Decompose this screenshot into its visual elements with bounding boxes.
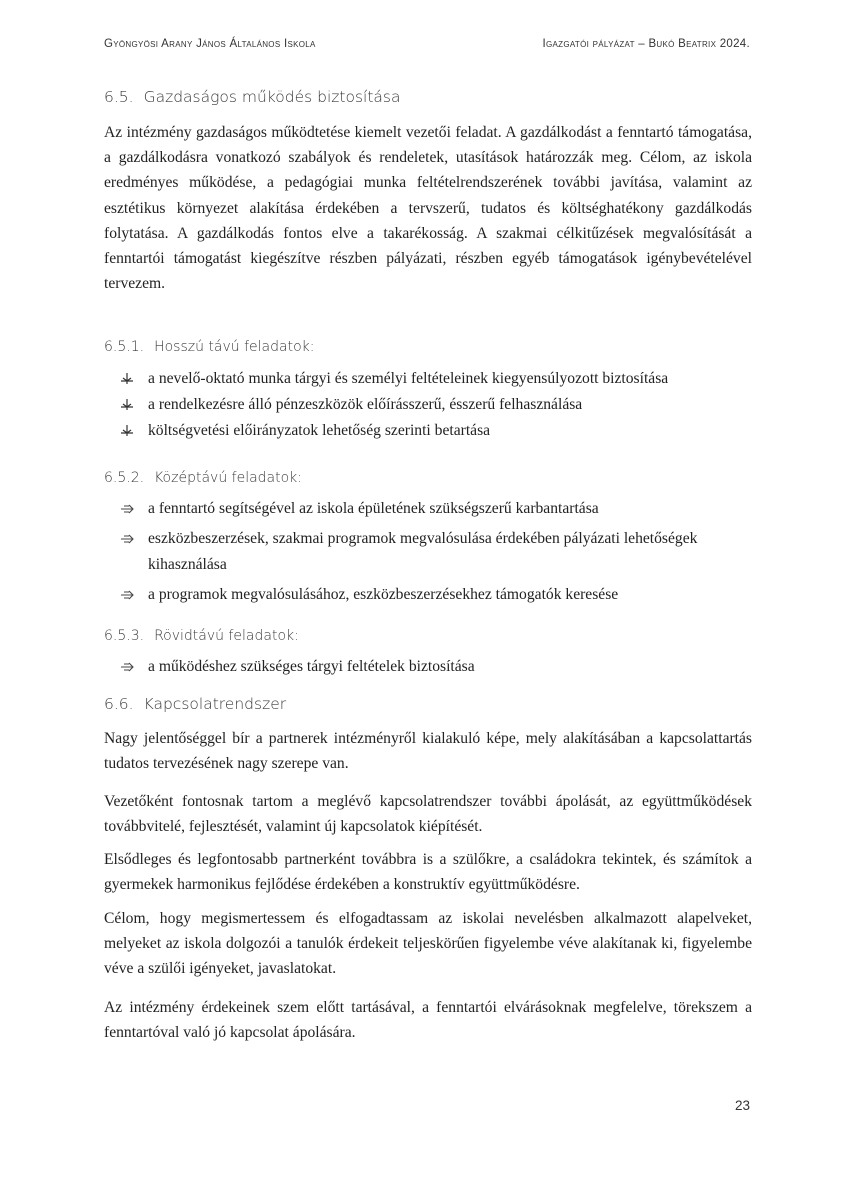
page-header — [104, 38, 750, 50]
heading-title: Gazdaságos működés biztosítása — [143, 88, 401, 106]
heading-title: Középtávú feladatok: — [154, 470, 303, 486]
header-document-title: Igazgatói pályázat – Bukó Beatrix 2024. — [542, 38, 750, 50]
list-item-text: a működéshez szükséges tárgyi feltételek biztosítása — [148, 658, 475, 675]
heading-number: 6.6. — [104, 695, 134, 713]
bullet-list-6-5-2 — [118, 496, 758, 608]
list-item-text: költségvetési előirányzatok lehetőség szerinti betartása — [148, 422, 491, 439]
list-item — [118, 366, 758, 392]
list-item-text: a rendelkezésre álló pénzeszközök előírásszerű, ésszerű felhasználása — [148, 396, 583, 413]
arrow-bullet-icon — [120, 503, 134, 515]
arrow-bullet-icon — [120, 425, 134, 437]
arrow-bullet-icon — [120, 589, 134, 601]
arrow-bullet-icon — [120, 399, 134, 411]
heading-number: 6.5.1. — [104, 339, 145, 355]
paragraph-6-6-5: Az intézmény érdekeinek szem előtt tartásával, a fenntartói elvárásoknak megfelelve, törekszem a fenntartóval való jó kapcsolat ápolására. — [104, 999, 752, 1042]
arrow-bullet-icon — [120, 373, 134, 385]
page-number: 23 — [734, 1098, 750, 1113]
heading-number: 6.5. — [104, 88, 134, 106]
paragraph-6-6-1: Nagy jelentőséggel bír a partnerek intézményről kialakuló képe, mely alakításában a kapcsolattartás tudatos tervezésének nagy szerepe van. — [104, 730, 752, 773]
paragraph-6-6-2: Vezetőként fontosnak tartom a meglévő kapcsolatrendszer további ápolását, az együttműködések továbbvitelé, fejlesztését, valamint új kapcsolatok kiépítését. — [104, 793, 752, 836]
heading-title: Kapcsolatrendszer — [143, 695, 287, 713]
heading-title: Hosszú távú feladatok: — [154, 339, 315, 355]
header-school-name: Gyöngyösi Arany János Általános Iskola — [104, 38, 316, 50]
bullet-list-6-5-1 — [118, 366, 758, 444]
heading-6-5 — [104, 88, 401, 106]
list-item — [118, 654, 758, 680]
list-item-text: a fenntartó segítségével az iskola épületének szükségszerű karbantartása — [148, 500, 599, 517]
heading-title: Rövidtávú feladatok: — [154, 628, 299, 644]
list-item — [118, 392, 758, 418]
list-item-text: a nevelő-oktató munka tárgyi és személyi feltételeinek kiegyensúlyozott biztosítása — [148, 370, 669, 387]
heading-6-5-1 — [104, 339, 314, 355]
heading-6-5-3 — [104, 628, 299, 644]
heading-number: 6.5.3. — [104, 628, 145, 644]
heading-6-5-2 — [104, 470, 302, 486]
paragraph-6-6-4: Célom, hogy megismertessem és elfogadtassam az iskolai nevelésben alkalmazott alapelveket, melyeket az iskola dolgozói a tanulók érdekeit teljeskörűen figyelembe véve alakítanak ki, figyelembe véve a szülői igényeket, javaslatokat. — [104, 910, 752, 978]
paragraph-6-5: Az intézmény gazdaságos működtetése kiemelt vezetői feladat. A gazdálkodást a fenntartó támogatása, a gazdálkodásra vonatkozó szabályok és rendeletek, utasítások határozzák meg. Célom, az iskola eredményes működése, a pedagógiai munka feltételrendszerének további javítása, valamint az esztétikus környezet alakítása érdekében a tervszerű, tudatos és költséghatékony gazdálkodás folytatása. A gazdálkodás fontos elve a takarékosság. A szakmai célkitűzések megvalósítását a fenntartói támogatást kiegészítve részben pályázati, részben egyéb támogatások igénybevételével tervezem. — [104, 124, 752, 293]
bullet-list-6-5-3 — [118, 654, 758, 680]
heading-6-6 — [104, 695, 286, 713]
list-item — [118, 496, 758, 522]
list-item-text: eszközbeszerzések, szakmai programok megvalósulása érdekében pályázati lehetőségek kihasználása — [148, 530, 698, 573]
list-item — [118, 526, 758, 578]
paragraph-6-6-3: Elsődleges és legfontosabb partnerként továbbra is a szülőkre, a családokra tekintek, és számítok a gyermekek harmonikus fejlődése érdekében a konstruktív együttműködésre. — [104, 851, 752, 894]
heading-number: 6.5.2. — [104, 470, 145, 486]
list-item — [118, 582, 758, 608]
list-item — [118, 418, 758, 444]
list-item-text: a programok megvalósulásához, eszközbeszerzésekhez támogatók keresése — [148, 586, 619, 603]
arrow-bullet-icon — [120, 661, 134, 673]
arrow-bullet-icon — [120, 533, 134, 545]
